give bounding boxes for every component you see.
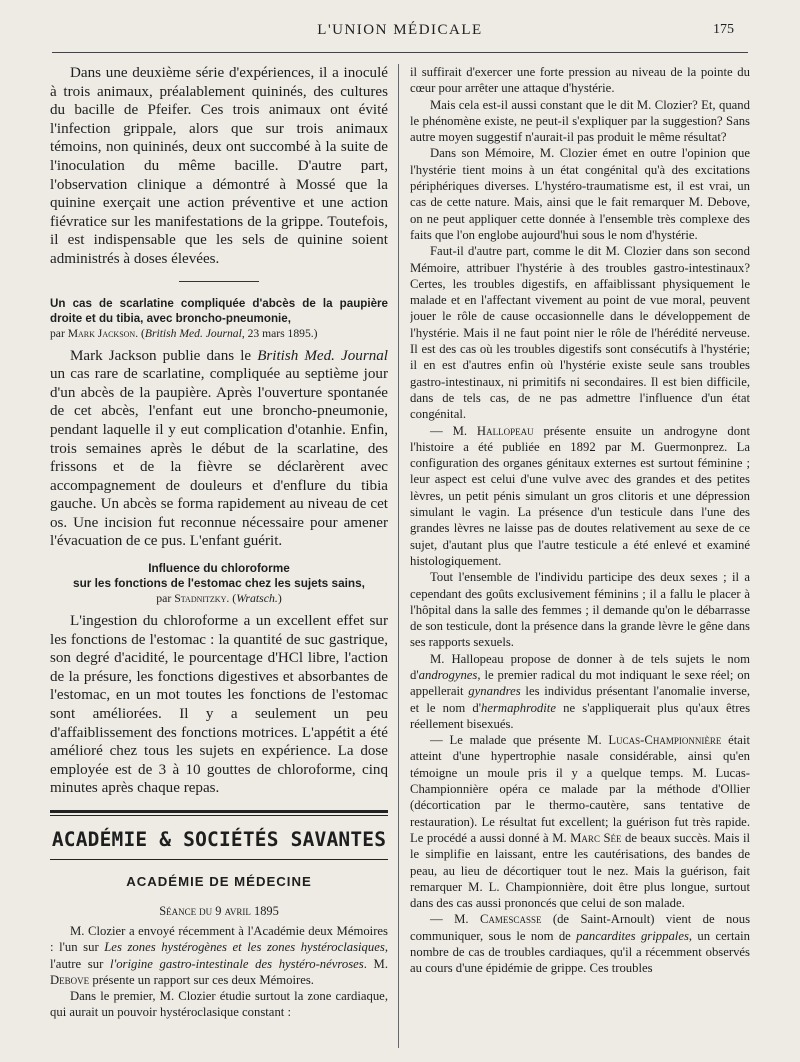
paragraph: — Le malade que présente M. Lucas-Championnière était atteint d'une hypertrophie nasale considérable, ainsi qu'en témoigne un moule pris il y a quelque temps. M. Lucas-Championnière opéra ce malade par la méthode d'Ollier (décortication par le thermo-cautère, sans tentative de restauration). Le résultat fut excellent; la guérison fut très rapide. Le procédé a aussi donné à M. Marc Sée de beaux succès. Mais il le simplifie en laissant, entre les cautérisations, des bandes de peau, au lieu de décortiquer tout le nez. Mais la guérison, fait remarquer M. L. Championnière, doit être plus longue, surtout dans des cas aussi prononcés que celui de son malade.: [410, 733, 750, 911]
paragraph: — M. Hallopeau présente ensuite un androgyne dont l'histoire a été publiée en 1892 par M. Guermonprez. La configuration des organes génitaux externes est surtout féminine ; leur aspect est celui d'une vulve avec des grandes et des petites lèvres, un petit pénis simulant un gros clitoris et une dépression simulant le vagin. La présence d'un testicule dans l'une des grandes lèvres ne laisse pas de doutes relativement au sexe de ce sujet, d'autant plus que l'autre testicule a été enlevé et examiné histologiquement.: [410, 423, 750, 568]
paragraph: M. Hallopeau propose de donner à de tels sujets le nom d'androgynes, le premier radical du mot indiquant le sexe réel; on appellerait gynandres les individus présentant l'anomalie inverse, et le nom d'hermaphrodite ne s'appliquerait plus qu'aux êtres réellement bisexués.: [410, 651, 750, 731]
header-rule: [52, 52, 748, 53]
left-column: [50, 64, 388, 1062]
paragraph: Faut-il d'autre part, comme le dit M. Clozier dans son second Mémoire, attribuer l'hystérie à des troubles gastro-intestinaux? Certes, les troubles digestifs, en affaiblissant physiquement le malade et en l'affectant vivement au point de vue moral, peuvent jouer le rôle de cause occasionnelle dans le développement de l'hystérie. Mais il ne faut point nier le rôle de l'hérédité nerveuse. Il est des cas où les troubles digestifs sont consécutifs à l'hystérie; il en est d'autres enfin où l'hystérie existe seule sans troubles gastro-intestinaux, ni primitifs ni secondaires. Il est bien difficile, dans de tels cas, de ne pas admettre l'influence d'un état congénital.: [410, 244, 750, 422]
running-title: L'UNION MÉDICALE: [317, 22, 483, 38]
paragraph: Dans son Mémoire, M. Clozier émet en outre l'opinion que l'hystérie tient moins à un état congénital qu'à des excitations périphériques diverses. L'hystéro-traumatisme est, il est vrai, un cas de cette nature. Mais, ainsi que le fait remarquer M. Debove, on ne peut appliquer cette donnée à l'ensemble très complexe des faits que l'on englobe aujourd'hui sous le nom d'hystérie.: [410, 146, 750, 242]
paragraph: il suffirait d'exercer une forte pression au niveau de la pointe du cœur pour arrêter une attaque d'hystérie.: [410, 65, 750, 96]
section-rule: [50, 810, 388, 813]
paragraph: Dans une deuxième série d'expériences, il a inoculé à trois animaux, préalablement quininés, des cultures du bacille de Pfeifer. Ces trois animaux ont évité l'infection grippale, alors que sur trois animaux témoins, non quininés, deux ont succombé à la suite de l'inoculation du même bacille. D'autre part, l'observation clinique a démontré à Mossé que la quinine exerçait une action préventive et une action fiévratice sur les manifestations de la grippe. Toutefois, il est indispensable que les sels de quinine soient administrés à doses élevées.: [50, 65, 388, 267]
article-title: Influence du chloroforme sur les fonctions de l'estomac chez les sujets sains,: [73, 561, 365, 591]
session-date: Séance du 9 avril 1895: [159, 904, 279, 918]
paragraph: M. Clozier a envoyé récemment à l'Académie deux Mémoires : l'un sur Les zones hystérogènes et les zones hystéroclasiques, l'autre sur l'origine gastro-intestinale des hystéro-névroses. M. Debove présente un rapport sur ces deux Mémoires.: [50, 924, 388, 987]
article-byline: par Stadnitzky. (Wratsch.): [156, 591, 282, 606]
right-column: [410, 64, 750, 1062]
paragraph: Mark Jackson publie dans le British Med. Journal un cas rare de scarlatine, compliquée au septième jour d'un abcès de la paupière. Après l'ouverture spontanée de cet abcès, l'enfant eut une broncho-pneumonie, pendant laquelle il y eut complication d'otanhie. Enfin, trois semaines après le début de la scarlatine, des frissons et de la fièvre se déclarèrent avec accompagnement de douleurs et d'enflure du tibia gauche. Un abcès se forma rapidement au niveau de cet os. Une incision fut reconnue nécessaire pour amener l'évacuation de ce pus. L'enfant guérit.: [50, 347, 388, 550]
page-number: 175: [713, 22, 734, 37]
page-header: [0, 22, 800, 46]
article-byline: par Mark Jackson. (British Med. Journal, 23 mars 1895.): [50, 326, 318, 340]
column-divider: [398, 64, 399, 1048]
section-heading: ACADÉMIE & SOCIÉTÉS SAVANTES: [51, 828, 387, 851]
paragraph: L'ingestion du chloroforme a un excellent effet sur les fonctions de l'estomac : la quantité de suc gastrique, son degré d'acidité, le pourcentage d'HCl libre, l'action de la présure, les fonctions digestives et absorbantes de l'estomac, en un mot toutes les fonctions de l'estomac sont améliorées. Il y a seulement un peu d'affaiblissement des fonctions motrices. L'appétit a été amélioré chez tous les sujets en expérience. La dose employée est de 3 à 10 gouttes de chloroforme, cinq minutes après chaque repas.: [50, 613, 388, 797]
subsection-heading: ACADÉMIE DE MÉDECINE: [126, 874, 312, 889]
separator-rule: [179, 281, 259, 282]
article-title: Un cas de scarlatine compliquée d'abcès de la paupière droite et du tibia, avec broncho-pneumonie,: [50, 296, 388, 325]
paragraph: — M. Camescasse (de Saint-Arnoult) vient de nous communiquer, sous le nom de pancardites grippales, un certain nombre de cas de troubles cardiaques, qu'il a récemment observés au cours d'une épidémie de grippe. Ces troubles: [410, 912, 750, 976]
paragraph: Mais cela est-il aussi constant que le dit M. Clozier? Et, quand le phénomène existe, ne peut-il s'expliquer par la suggestion? Sans autre moyen suggestif n'aurait-il pas produit le même résultat?: [410, 97, 750, 145]
paragraph: Dans le premier, M. Clozier étudie surtout la zone cardiaque, qui aurait un pouvoir hystéroclasique constant :: [50, 989, 388, 1020]
section-rule: [50, 859, 388, 860]
paragraph: Tout l'ensemble de l'individu participe des deux sexes ; il a cependant des goûts exclusivement féminins ; il a fallu le placer à l'hôpital dans la salle des femmes ; il demande qu'on le débarrasse de son testicule, dont la présence dans la grande lèvre le gêne dans ses rapports sexuels.: [410, 570, 750, 650]
section-rule: [50, 815, 388, 816]
